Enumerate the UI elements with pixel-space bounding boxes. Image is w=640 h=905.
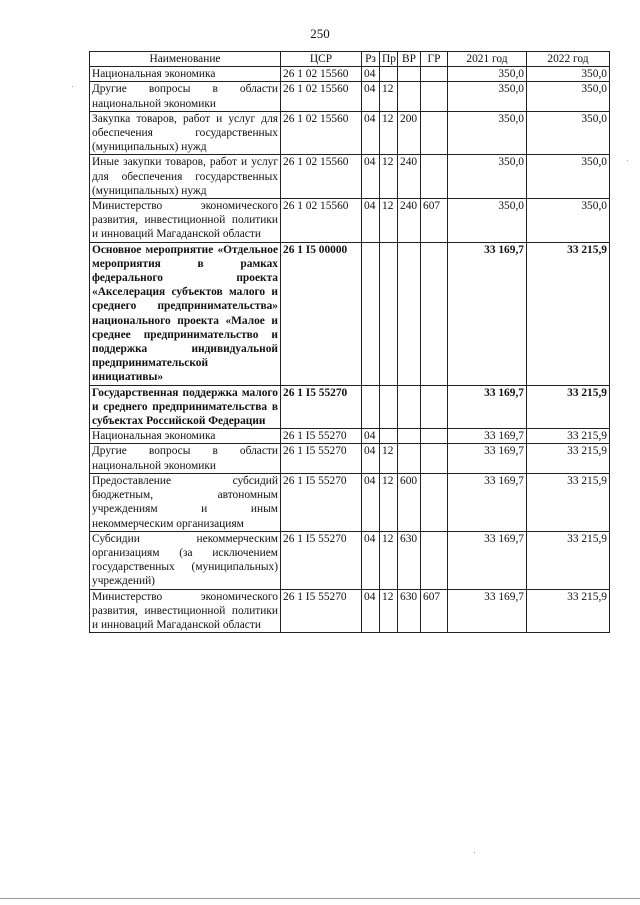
cell-csr: 26 1 I5 55270	[281, 473, 362, 531]
cell-gr	[421, 155, 448, 199]
header-rz: Рз	[362, 52, 380, 67]
cell-y2022: 33 215,9	[527, 444, 610, 473]
cell-name: Предоставление субсидий бюджетным, автономным учреждениям и иным некоммерческим организациям	[90, 473, 281, 531]
table-row	[90, 199, 610, 243]
table-row	[90, 67, 610, 82]
cell-name: Другие вопросы в области национальной экономики	[90, 82, 281, 111]
cell-name: Национальная экономика	[90, 429, 281, 444]
cell-csr: 26 1 02 15560	[281, 199, 362, 243]
scan-dot-mark	[474, 852, 475, 853]
cell-name: Закупка товаров, работ и услуг для обеспечения государственных (муниципальных) нужд	[90, 111, 281, 155]
cell-vr	[398, 385, 421, 429]
header-csr: ЦСР	[281, 52, 362, 67]
cell-rz: 04	[362, 429, 380, 444]
cell-y2021: 350,0	[448, 155, 527, 199]
cell-pr: 12	[380, 444, 398, 473]
cell-csr: 26 1 I5 00000	[281, 242, 362, 385]
cell-gr	[421, 531, 448, 589]
table-body	[90, 67, 610, 633]
cell-y2021: 350,0	[448, 111, 527, 155]
table-row	[90, 242, 610, 385]
cell-pr: 12	[380, 531, 398, 589]
cell-rz: 04	[362, 199, 380, 243]
cell-gr	[421, 242, 448, 385]
cell-csr: 26 1 02 15560	[281, 111, 362, 155]
cell-gr	[421, 111, 448, 155]
table-row	[90, 155, 610, 199]
cell-rz: 04	[362, 67, 380, 82]
cell-pr	[380, 67, 398, 82]
scan-dot-mark	[72, 86, 73, 87]
cell-y2022: 350,0	[527, 199, 610, 243]
cell-y2022: 350,0	[527, 111, 610, 155]
cell-y2022: 33 215,9	[527, 531, 610, 589]
cell-name: Национальная экономика	[90, 67, 281, 82]
cell-gr	[421, 385, 448, 429]
cell-y2022: 33 215,9	[527, 429, 610, 444]
table-row	[90, 531, 610, 589]
cell-y2021: 33 169,7	[448, 429, 527, 444]
cell-gr	[421, 67, 448, 82]
cell-gr	[421, 82, 448, 111]
cell-y2021: 350,0	[448, 199, 527, 243]
cell-csr: 26 1 I5 55270	[281, 589, 362, 633]
table-header-row	[90, 52, 610, 67]
cell-rz: 04	[362, 589, 380, 633]
cell-csr: 26 1 I5 55270	[281, 385, 362, 429]
cell-pr: 12	[380, 155, 398, 199]
cell-rz: 04	[362, 444, 380, 473]
cell-pr	[380, 242, 398, 385]
cell-vr: 630	[398, 589, 421, 633]
cell-y2022: 350,0	[527, 155, 610, 199]
cell-name: Министерство экономического развития, инвестиционной политики и инноваций Магаданской области	[90, 589, 281, 633]
cell-vr	[398, 429, 421, 444]
cell-name: Министерство экономического развития, инвестиционной политики и инноваций Магаданской области	[90, 199, 281, 243]
table-row	[90, 82, 610, 111]
cell-name: Иные закупки товаров, работ и услуг для обеспечения государственных (муниципальных) нужд	[90, 155, 281, 199]
cell-rz: 04	[362, 473, 380, 531]
cell-pr: 12	[380, 473, 398, 531]
cell-name: Другие вопросы в области национальной экономики	[90, 444, 281, 473]
cell-gr	[421, 444, 448, 473]
cell-y2022: 33 215,9	[527, 385, 610, 429]
cell-gr: 607	[421, 589, 448, 633]
cell-vr: 200	[398, 111, 421, 155]
cell-y2021: 33 169,7	[448, 531, 527, 589]
cell-gr	[421, 429, 448, 444]
header-2021: 2021 год	[448, 52, 527, 67]
cell-csr: 26 1 02 15560	[281, 155, 362, 199]
table-row	[90, 429, 610, 444]
cell-name: Субсидии некоммерческим организациям (за исключением государственных (муниципальных) учреждений)	[90, 531, 281, 589]
cell-pr: 12	[380, 111, 398, 155]
cell-csr: 26 1 I5 55270	[281, 429, 362, 444]
budget-table	[89, 51, 610, 633]
header-gr: ГР	[421, 52, 448, 67]
header-vr: ВР	[398, 52, 421, 67]
scan-line-mark	[0, 898, 640, 899]
cell-rz: 04	[362, 155, 380, 199]
cell-vr	[398, 242, 421, 385]
cell-y2021: 33 169,7	[448, 589, 527, 633]
cell-y2021: 33 169,7	[448, 385, 527, 429]
cell-vr: 630	[398, 531, 421, 589]
cell-name: Государственная поддержка малого и среднего предпринимательства в субъектах Российской Федерации	[90, 385, 281, 429]
cell-csr: 26 1 02 15560	[281, 67, 362, 82]
cell-rz	[362, 385, 380, 429]
cell-pr	[380, 429, 398, 444]
cell-y2021: 350,0	[448, 67, 527, 82]
cell-vr: 240	[398, 155, 421, 199]
cell-csr: 26 1 I5 55270	[281, 444, 362, 473]
cell-csr: 26 1 I5 55270	[281, 531, 362, 589]
table-row	[90, 111, 610, 155]
header-name: Наименование	[90, 52, 281, 67]
cell-vr	[398, 444, 421, 473]
cell-y2021: 33 169,7	[448, 473, 527, 531]
header-pr: Пр	[380, 52, 398, 67]
scan-dot-mark	[627, 160, 628, 161]
cell-rz	[362, 242, 380, 385]
cell-y2022: 33 215,9	[527, 589, 610, 633]
cell-y2021: 33 169,7	[448, 444, 527, 473]
header-2022: 2022 год	[527, 52, 610, 67]
cell-pr: 12	[380, 82, 398, 111]
cell-rz: 04	[362, 111, 380, 155]
cell-name: Основное мероприятие «Отдельное мероприятия в рамках федерального проекта «Акселерация субъектов малого и среднего предпринимательства» национального проекта «Малое и среднее предпринимательство и поддержка индивидуальной предпринимательской инициативы»	[90, 242, 281, 385]
table-row	[90, 589, 610, 633]
table-row	[90, 444, 610, 473]
cell-y2021: 350,0	[448, 82, 527, 111]
cell-vr: 240	[398, 199, 421, 243]
cell-y2022: 350,0	[527, 82, 610, 111]
cell-vr: 600	[398, 473, 421, 531]
table-row	[90, 473, 610, 531]
cell-y2022: 33 215,9	[527, 473, 610, 531]
cell-pr: 12	[380, 199, 398, 243]
cell-pr: 12	[380, 589, 398, 633]
cell-rz: 04	[362, 82, 380, 111]
cell-gr: 607	[421, 199, 448, 243]
table-row	[90, 385, 610, 429]
cell-pr	[380, 385, 398, 429]
cell-vr	[398, 67, 421, 82]
cell-y2022: 33 215,9	[527, 242, 610, 385]
cell-y2021: 33 169,7	[448, 242, 527, 385]
cell-rz: 04	[362, 531, 380, 589]
cell-vr	[398, 82, 421, 111]
page-number: 250	[310, 26, 330, 41]
cell-y2022: 350,0	[527, 67, 610, 82]
cell-csr: 26 1 02 15560	[281, 82, 362, 111]
cell-gr	[421, 473, 448, 531]
